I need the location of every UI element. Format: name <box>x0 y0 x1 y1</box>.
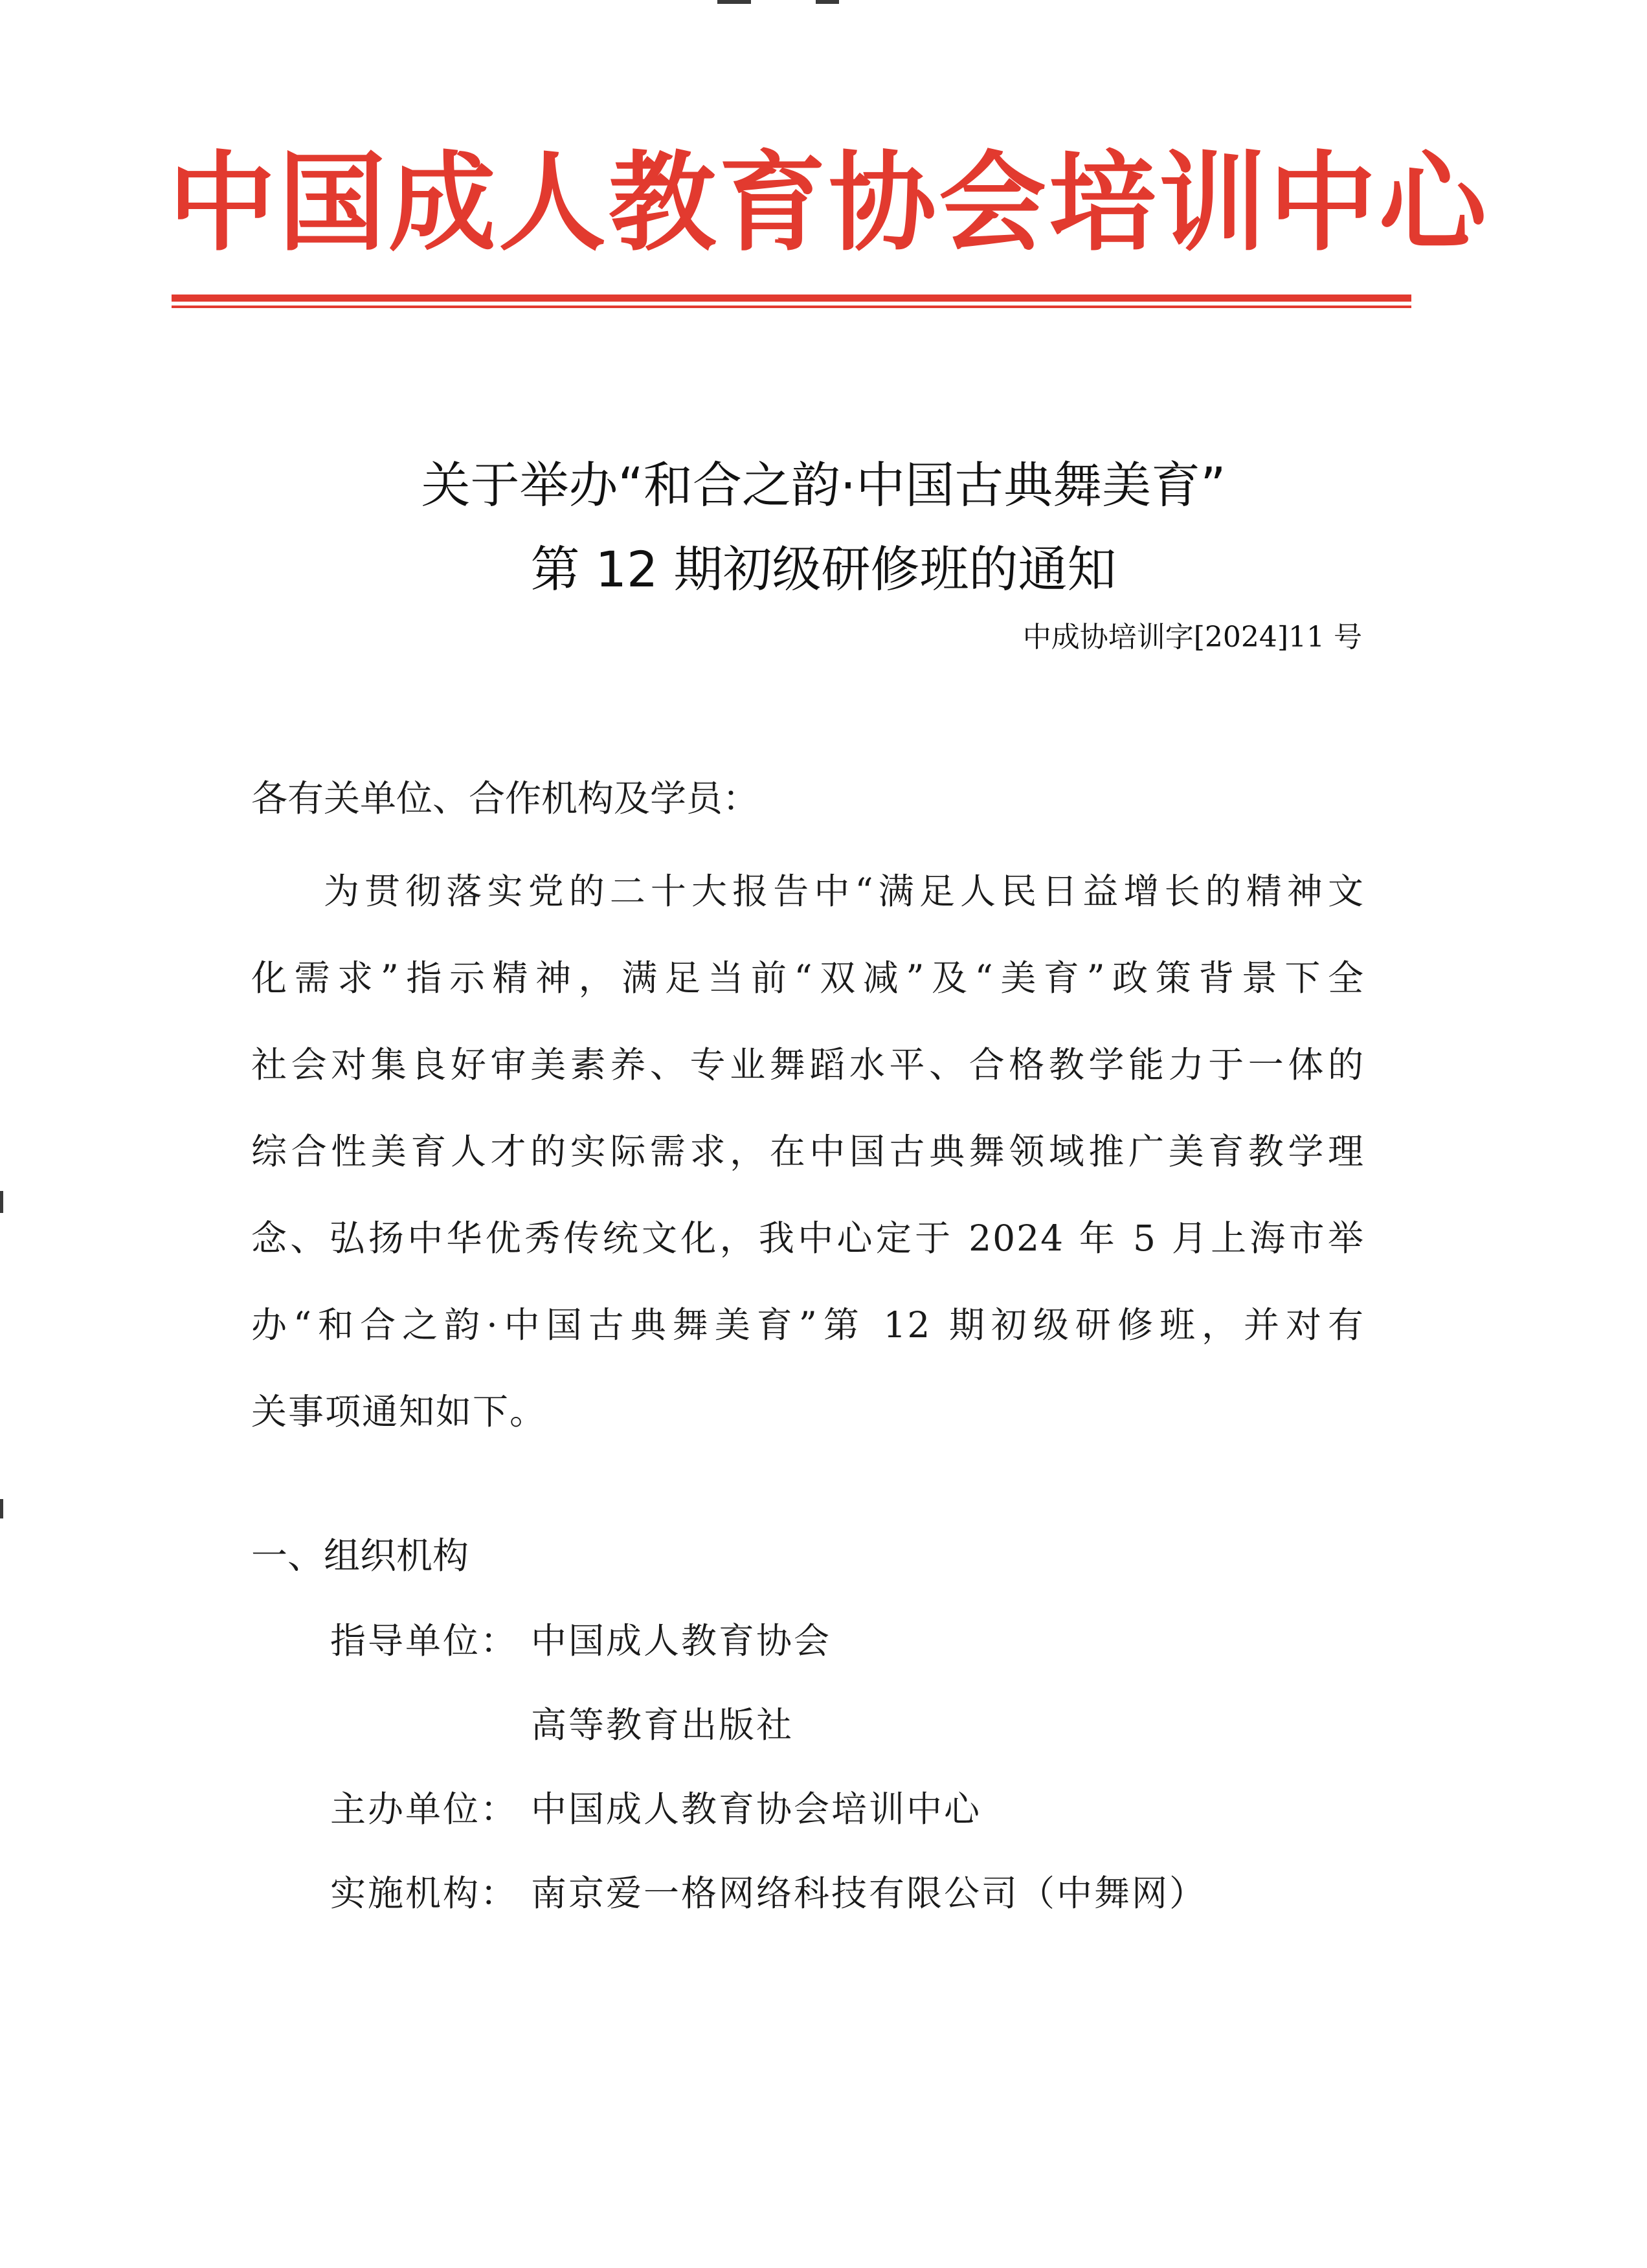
body-line: 念、弘扬中华优秀传统文化，我中心定于 2024 年 5 月上海市举 <box>251 1217 1365 1259</box>
masthead-organization: 中国成人教育协会培训中心 <box>168 140 1489 266</box>
org-value: 中国成人教育协会培训中心 <box>531 1788 982 1830</box>
scan-artifact <box>0 1499 3 1518</box>
section-heading: 一、组织机构 <box>251 1535 469 1577</box>
org-label: 实施机构： <box>330 1873 519 1914</box>
scan-artifact <box>0 1191 3 1213</box>
org-row-guiding <box>330 1615 831 1667</box>
body-line: 社会对集良好审美素养、专业舞蹈水平、合格教学能力于一体的 <box>251 1044 1365 1085</box>
org-row-implementer <box>330 1867 1207 1919</box>
masthead-rule-thick <box>172 295 1411 302</box>
org-value: 中国成人教育协会 <box>531 1620 832 1662</box>
body-paragraph <box>251 848 1365 1455</box>
org-value: 南京爱一格网络科技有限公司（中舞网） <box>531 1873 1207 1914</box>
org-value: 高等教育出版社 <box>531 1704 794 1746</box>
document-title-line-2: 第 12 期初级研修班的通知 <box>530 540 1117 598</box>
scan-artifact <box>717 0 751 4</box>
body-line: 为贯彻落实党的二十大报告中“满足人民日益增长的精神文 <box>324 871 1365 912</box>
org-row-guiding-2 <box>330 1699 794 1751</box>
body-line: 关事项通知如下。 <box>251 1391 547 1432</box>
salutation: 各有关单位、合作机构及学员： <box>251 778 759 820</box>
body-line: 化需求”指示精神，满足当前“双减”及“美育”政策背景下全 <box>251 957 1365 999</box>
org-label: 指导单位： <box>330 1620 519 1662</box>
document-title-line-1: 关于举办“和合之韵·中国古典舞美育” <box>421 456 1226 514</box>
org-label: 主办单位： <box>330 1788 519 1830</box>
org-row-host <box>330 1783 981 1835</box>
scan-artifact <box>816 0 839 4</box>
masthead-rule-thin <box>172 306 1411 308</box>
document-number: 中成协培训字[2024]11 号 <box>1022 621 1362 654</box>
body-line: 办“和合之韵·中国古典舞美育”第 12 期初级研修班，并对有 <box>251 1304 1365 1346</box>
body-line: 综合性美育人才的实际需求，在中国古典舞领域推广美育教学理 <box>251 1131 1365 1172</box>
